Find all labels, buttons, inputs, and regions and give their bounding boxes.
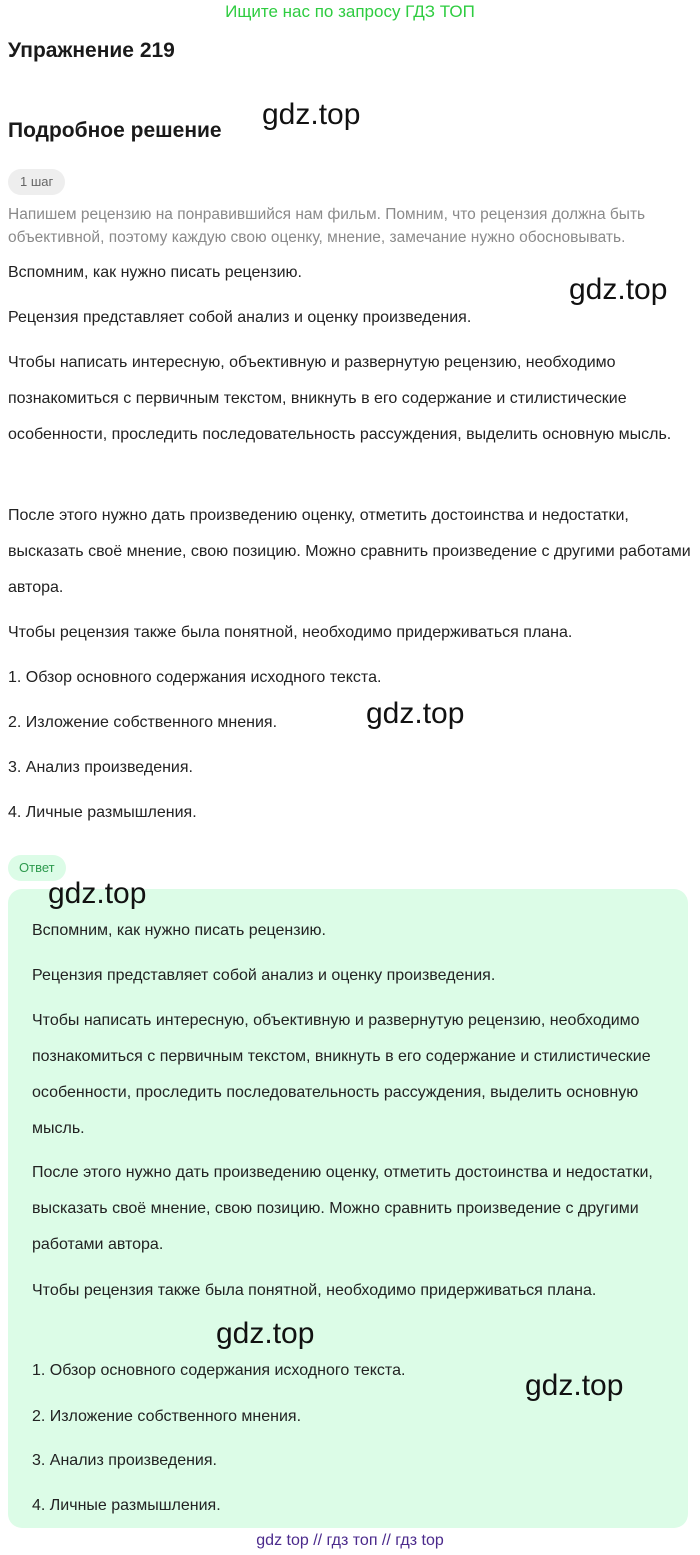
plan-item: 3. Анализ произведения. xyxy=(8,759,193,776)
footer-links[interactable]: gdz top // гдз топ // гдз top xyxy=(256,1532,444,1549)
answer-paragraph: Рецензия представляет собой анализ и оценку произведения. xyxy=(32,967,496,984)
answer-paragraph: После этого нужно дать произведению оценку, отметить достоинства и недостатки, высказать своё мнение, свою позицию. Можно сравнить произведение с другими работами автора. xyxy=(32,1164,653,1253)
answer-plan-item: 4. Личные размышления. xyxy=(32,1497,221,1514)
page-title: Упражнение 219 xyxy=(8,39,175,62)
solution-paragraph: Вспомним, как нужно писать рецензию. xyxy=(8,264,302,281)
answer-badge: Ответ xyxy=(8,855,66,881)
solution-paragraph: Чтобы рецензия также была понятной, необходимо придерживаться плана. xyxy=(8,624,573,641)
solution-paragraph: Чтобы написать интересную, объективную и развернутую рецензию, необходимо познакомиться с первичным текстом, вникнуть в его содержание и стилистические особенности, проследить последовательность рассуждения, выделить основную мысль. xyxy=(8,354,672,443)
solution-paragraph: Рецензия представляет собой анализ и оценку произведения. xyxy=(8,309,472,326)
answer-paragraph: Вспомним, как нужно писать рецензию. xyxy=(32,922,326,939)
section-title: Подробное решение xyxy=(8,119,222,142)
answer-plan-item: 3. Анализ произведения. xyxy=(32,1452,217,1469)
step-badge: 1 шаг xyxy=(8,169,65,195)
watermark: gdz.top xyxy=(216,1317,315,1350)
plan-item: 4. Личные размышления. xyxy=(8,804,197,821)
answer-plan-item: 2. Изложение собственного мнения. xyxy=(32,1408,302,1425)
plan-item: 2. Изложение собственного мнения. xyxy=(8,714,278,731)
solution-paragraph: После этого нужно дать произведению оценку, отметить достоинства и недостатки, высказать своё мнение, свою позицию. Можно сравнить произведение с другими работами автора. xyxy=(8,507,691,596)
watermark: gdz.top xyxy=(262,98,361,131)
watermark: gdz.top xyxy=(366,697,465,730)
watermark: gdz.top xyxy=(569,273,668,306)
watermark: gdz.top xyxy=(525,1369,624,1402)
answer-paragraph: Чтобы написать интересную, объективную и развернутую рецензию, необходимо познакомиться с первичным текстом, вникнуть в его содержание и стилистические особенности, проследить последовательность рассуждения, выделить основную мысль. xyxy=(32,1012,651,1137)
top-banner: Ищите нас по запросу ГДЗ ТОП xyxy=(225,2,475,21)
answer-paragraph: Чтобы рецензия также была понятной, необходимо придерживаться плана. xyxy=(32,1282,597,1299)
intro-text: Напишем рецензию на понравившийся нам фильм. Помним, что рецензия должна быть объективной, поэтому каждую свою оценку, мнение, замечание нужно обосновывать. xyxy=(8,206,646,246)
watermark: gdz.top xyxy=(48,877,147,910)
plan-item: 1. Обзор основного содержания исходного текста. xyxy=(8,669,382,686)
answer-plan-item: 1. Обзор основного содержания исходного текста. xyxy=(32,1362,406,1379)
